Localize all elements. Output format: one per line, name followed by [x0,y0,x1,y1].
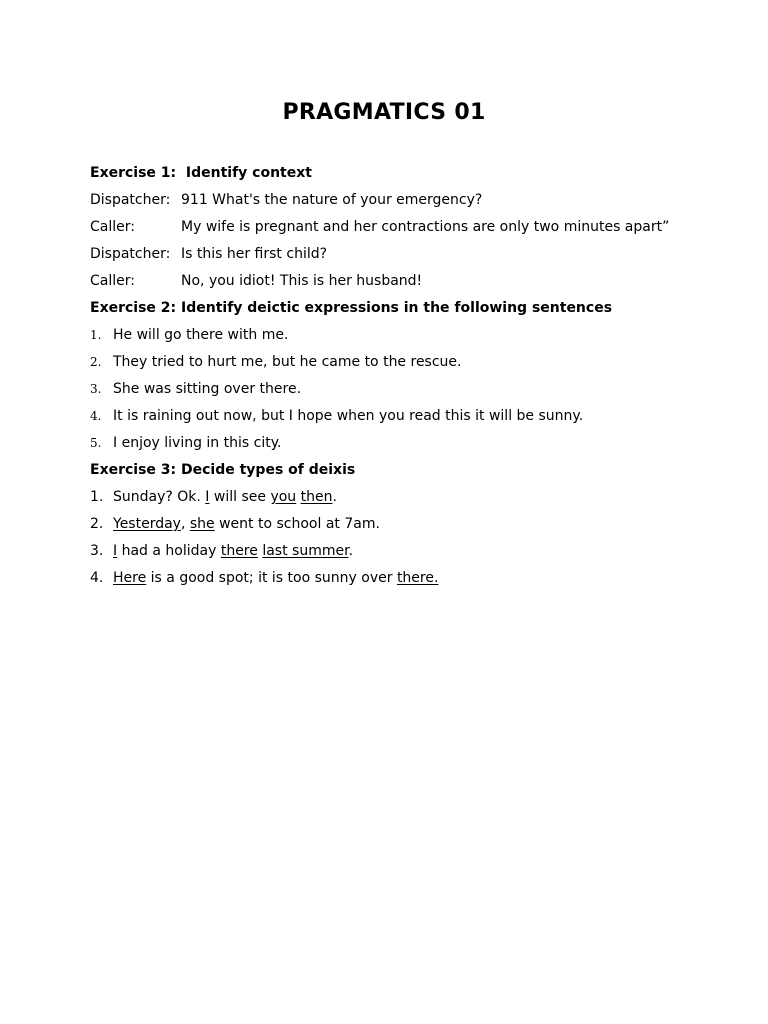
exercise-1-title: Identify context [185,165,312,181]
dialogue-text: Is this her first child? [181,246,328,262]
deixis-word: she [189,516,215,532]
deixis-word: there. [396,570,439,586]
exercise-1-heading [90,163,730,190]
list-item [90,541,730,568]
sentence-text: went to school at 7am. [214,516,380,532]
deixis-word: there [220,543,258,559]
sentence-text: , [180,516,190,532]
list-item-number: 3. [90,382,102,396]
deixis-word: I [113,543,118,559]
exercise-3-heading: Exercise 3: Decide types of deixis [90,462,356,478]
list-item-text: She was sitting over there. [113,381,302,397]
list-item [90,487,730,514]
exercise-2-heading: Exercise 2: Identify deictic expressions in the following sentences [90,300,613,316]
list-item-text: It is raining out now, but I hope when you read this it will be sunny. [113,408,584,424]
dialogue-text: My wife is pregnant and her contractions are only two minutes apart” [181,219,670,235]
sentence-text: . [332,489,337,505]
deixis-word: then [300,489,333,505]
sentence-text: will see [209,489,271,505]
deixis-word: last summer [262,543,349,559]
dialogue-speaker: Dispatcher: [90,192,171,208]
list-item-number: 4. [90,570,104,586]
list-item-number: 4. [90,409,102,423]
list-item-text: He will go there with me. [113,327,289,343]
list-item [90,406,730,433]
list-item-number: 1. [90,489,104,505]
dialogue-text: 911 What's the nature of your emergency? [181,192,483,208]
deixis-word: I [205,489,210,505]
list-item [90,514,730,541]
deixis-word: you [270,489,297,505]
list-item-text: They tried to hurt me, but he came to the rescue. [113,354,462,370]
list-item [90,352,730,379]
exercise-1-label: Exercise 1: [90,165,177,181]
dialogue-text: No, you idiot! This is her husband! [181,273,423,289]
list-item-number: 2. [90,516,104,532]
list-item [90,379,730,406]
list-item-number: 2. [90,355,102,369]
sentence-text: Sunday? Ok. [113,489,206,505]
dialogue-speaker: Caller: [90,273,135,289]
dialogue-line [90,244,730,271]
list-item [90,325,730,352]
deixis-word: Yesterday [113,516,181,532]
document-body [90,163,730,595]
list-item [90,433,730,460]
list-item-number: 3. [90,543,104,559]
sentence-text: had a holiday [117,543,221,559]
sentence-text: . [348,543,354,559]
list-item [90,568,730,595]
sentence-text: is a good spot; it is too sunny over [146,570,397,586]
dialogue-line [90,271,730,298]
page-title: PRAGMATICS 01 [282,100,486,125]
dialogue-speaker: Caller: [90,219,135,235]
dialogue-speaker: Dispatcher: [90,246,171,262]
list-item-number: 1. [90,328,102,342]
deixis-word: Here [113,570,147,586]
list-item-text: I enjoy living in this city. [113,435,282,451]
dialogue-line [90,217,730,244]
dialogue-line [90,190,730,217]
list-item-number: 5. [90,436,102,450]
